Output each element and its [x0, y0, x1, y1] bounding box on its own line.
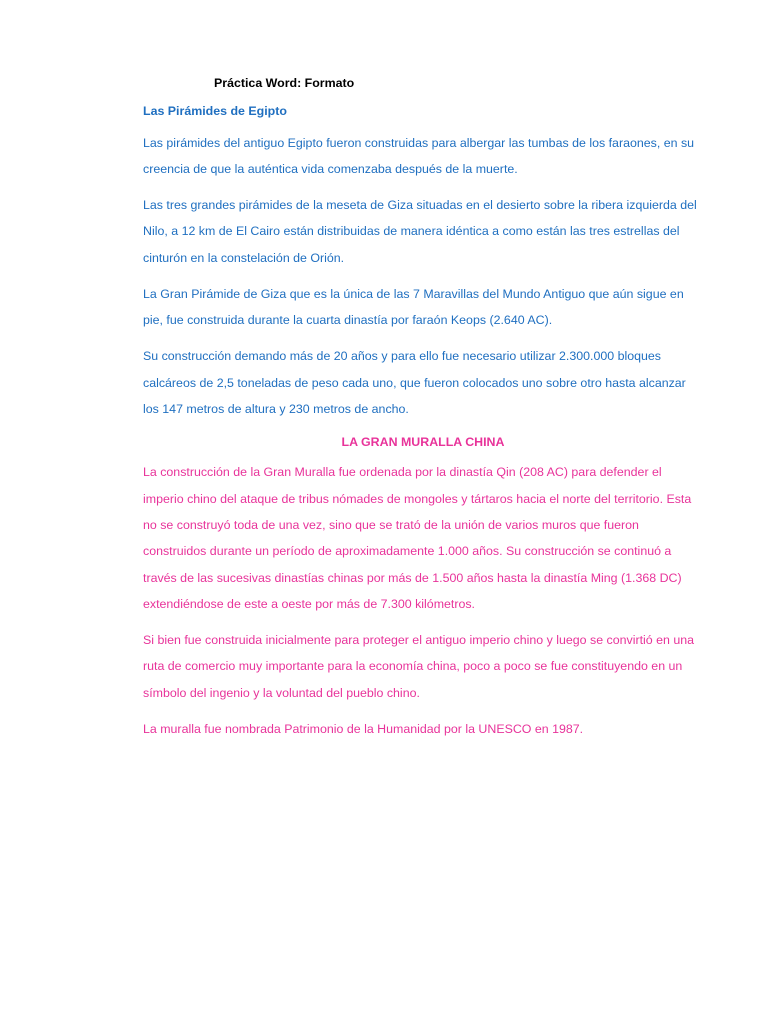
pyramids-paragraph-1: Las pirámides del antiguo Egipto fueron construidas para albergar las tumbas de los faraones, en su creencia de que la auténtica vida comenzaba después de la muerte. — [143, 136, 695, 176]
section-heading-pyramids: Las Pirámides de Egipto — [143, 104, 287, 118]
document-title: Práctica Word: Formato — [214, 76, 355, 90]
great-wall-paragraph-1: La construcción de la Gran Muralla fue ordenada por la dinastía Qin (208 AC) para defender el imperio chino del ataque de tribus nómades de mongoles y tártaros hacia el norte del territorio. Esta no se construyó toda de una vez, sino que se trató de la unión de varios muros que fueron construidos durante un período de aproximadamente 1.000 años. Su construcción se continuó a través de las sucesivas dinastías chinas por más de 1.500 años hasta la dinastía Ming (1.368 DC) extendiéndose de este a oeste por más de 7.300 kilómetros. — [143, 465, 692, 611]
section-heading-great-wall: LA GRAN MURALLA CHINA — [341, 435, 505, 450]
great-wall-paragraph-2: Si bien fue construida inicialmente para proteger el antiguo imperio chino y luego se convirtió en una ruta de comercio muy importante para la economía china, poco a poco se fue constituyendo en un símbolo del ingenio y la voluntad del pueblo chino. — [143, 633, 695, 700]
pyramids-paragraph-2: Las tres grandes pirámides de la meseta de Giza situadas en el desierto sobre la ribera izquierda del Nilo, a 12 km de El Cairo están distribuidas de manera idéntica a como están las tres estrellas del cinturón en la constelación de Orión. — [143, 198, 697, 265]
pyramids-paragraph-4: Su construcción demando más de 20 años y para ello fue necesario utilizar 2.300.000 bloques calcáreos de 2,5 toneladas de peso cada uno, que fueron colocados uno sobre otro hasta alcanzar los 147 metros de altura y 230 metros de ancho. — [143, 349, 686, 417]
pyramids-paragraph-3: La Gran Pirámide de Giza que es la única de las 7 Maravillas del Mundo Antiguo que aún sigue en pie, fue construida durante la cuarta dinastía por faraón Keops (2.640 AC). — [143, 286, 684, 328]
document-body — [143, 74, 703, 752]
great-wall-paragraph-3: La muralla fue nombrada Patrimonio de la Humanidad por la UNESCO en 1987. — [143, 722, 584, 737]
